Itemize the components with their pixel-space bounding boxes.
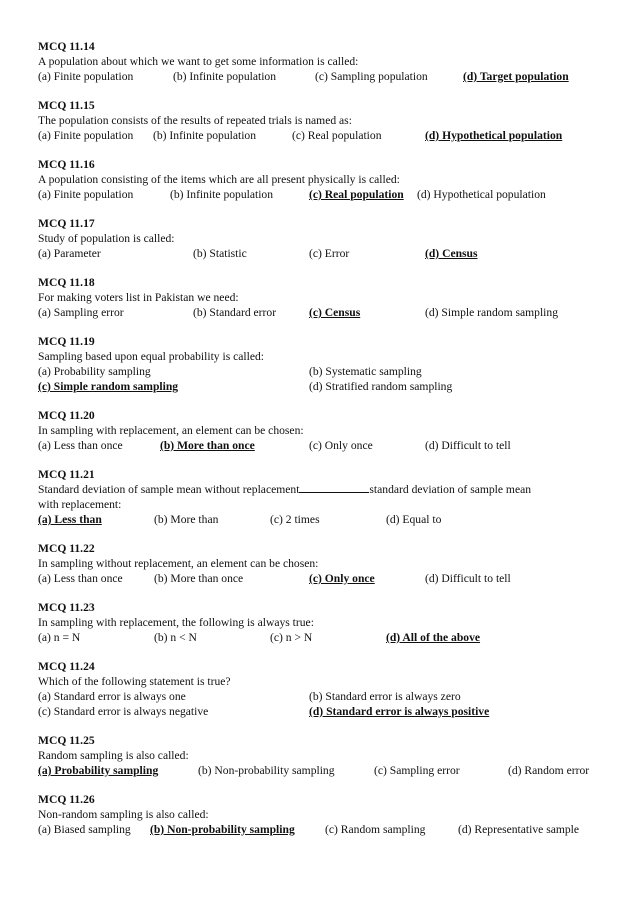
option-b-correct-answer: (b) More than once [160,439,255,452]
options-row [38,305,608,320]
option-c-correct-answer: (c) Census [309,306,361,319]
option-b: (b) Infinite population [153,129,257,142]
option-d: (d) Difficult to tell [425,439,511,452]
option-c: (c) Real population [292,129,382,142]
option-d-correct-answer: (d) Standard error is always positive [309,705,490,718]
question-block [38,733,608,778]
option-c: (c) Sampling error [374,764,460,777]
options-row [38,379,608,394]
option-d: (d) Stratified random sampling [309,380,453,393]
option-a: (a) Standard error is always one [38,690,186,703]
option-a-correct-answer: (a) Less than [38,513,102,526]
options-row [38,763,608,778]
options-row [38,438,608,453]
question-block [38,600,608,645]
option-c: (c) Only once [309,439,373,452]
question-title: MCQ 11.17 [38,217,95,230]
question-title: MCQ 11.14 [38,40,95,53]
options-row [38,364,608,379]
option-c: (c) 2 times [270,513,320,526]
option-d: (d) Hypothetical population [417,188,546,201]
option-c-correct-answer: (c) Only once [309,572,375,585]
option-b: (b) Infinite population [170,188,274,201]
question-title: MCQ 11.18 [38,276,95,289]
option-a-correct-answer: (a) Probability sampling [38,764,159,777]
option-a: (a) Sampling error [38,306,124,319]
question-title: MCQ 11.21 [38,468,95,481]
options-row [38,128,608,143]
options-row [38,630,608,645]
question-title: MCQ 11.20 [38,409,95,422]
question-block [38,792,608,837]
option-d-correct-answer: (d) Hypothetical population [425,129,563,142]
options-row [38,246,608,261]
question-title: MCQ 11.22 [38,542,95,555]
option-b-correct-answer: (b) Non-probability sampling [150,823,295,836]
question-block [38,98,608,143]
question-text: Study of population is called: [38,232,175,245]
option-b: (b) More than [154,513,219,526]
question-title: MCQ 11.26 [38,793,95,806]
option-c-correct-answer: (c) Simple random sampling [38,380,179,393]
question-block [38,541,608,586]
option-d: (d) Difficult to tell [425,572,511,585]
question-text: Standard deviation of sample mean without replacement standard deviation of sample mean [38,483,532,496]
options-row [38,187,608,202]
option-d: (d) Representative sample [458,823,580,836]
fill-in-blank [299,482,369,493]
question-title: MCQ 11.23 [38,601,95,614]
option-b: (b) Infinite population [173,70,277,83]
question-block [38,467,608,527]
question-text: In sampling with replacement, the following is always true: [38,616,314,629]
question-title: MCQ 11.24 [38,660,95,673]
question-block [38,216,608,261]
question-title: MCQ 11.25 [38,734,95,747]
option-a: (a) Finite population [38,129,134,142]
option-a: (a) n = N [38,631,81,644]
option-d-correct-answer: (d) Census [425,247,478,260]
option-a: (a) Less than once [38,439,123,452]
question-block [38,275,608,320]
question-text: Sampling based upon equal probability is called: [38,350,265,363]
question-block [38,408,608,453]
option-a: (a) Finite population [38,188,134,201]
question-title: MCQ 11.16 [38,158,95,171]
option-b: (b) Statistic [193,247,247,260]
question-text: In sampling without replacement, an element can be chosen: [38,557,319,570]
option-c: (c) Sampling population [315,70,428,83]
question-block [38,334,608,394]
option-a: (a) Parameter [38,247,101,260]
option-d: (d) Random error [508,764,590,777]
option-a: (a) Probability sampling [38,365,151,378]
option-c: (c) Standard error is always negative [38,705,209,718]
option-c: (c) n > N [270,631,313,644]
question-text: The population consists of the results of repeated trials is named as: [38,114,352,127]
question-text: Which of the following statement is true? [38,675,231,688]
question-text: In sampling with replacement, an element can be chosen: [38,424,304,437]
option-b: (b) n < N [154,631,197,644]
question-text: A population consisting of the items which are all present physically is called: [38,173,400,186]
question-title: MCQ 11.15 [38,99,95,112]
option-b: (b) Non-probability sampling [198,764,335,777]
question-text: A population about which we want to get some information is called: [38,55,359,68]
options-row [38,822,608,837]
option-b: (b) More than once [154,572,244,585]
question-text: Random sampling is also called: [38,749,189,762]
question-text-continued: with replacement: [38,498,122,511]
option-a: (a) Less than once [38,572,123,585]
question-text: Non-random sampling is also called: [38,808,209,821]
question-block [38,157,608,202]
option-c-correct-answer: (c) Real population [309,188,404,201]
option-d-correct-answer: (d) All of the above [386,631,481,644]
question-text: For making voters list in Pakistan we need: [38,291,239,304]
options-row [38,571,608,586]
option-d-correct-answer: (d) Target population [463,70,569,83]
option-a: (a) Biased sampling [38,823,131,836]
option-b: (b) Standard error is always zero [309,690,461,703]
options-row [38,704,608,719]
options-row [38,69,608,84]
option-d: (d) Simple random sampling [425,306,558,319]
question-title: MCQ 11.19 [38,335,95,348]
question-block [38,659,608,719]
question-block [38,39,608,84]
option-b: (b) Standard error [193,306,277,319]
option-c: (c) Error [309,247,350,260]
option-a: (a) Finite population [38,70,134,83]
options-row [38,689,608,704]
option-b: (b) Systematic sampling [309,365,422,378]
option-d: (d) Equal to [386,513,442,526]
options-row [38,512,608,527]
option-c: (c) Random sampling [325,823,426,836]
